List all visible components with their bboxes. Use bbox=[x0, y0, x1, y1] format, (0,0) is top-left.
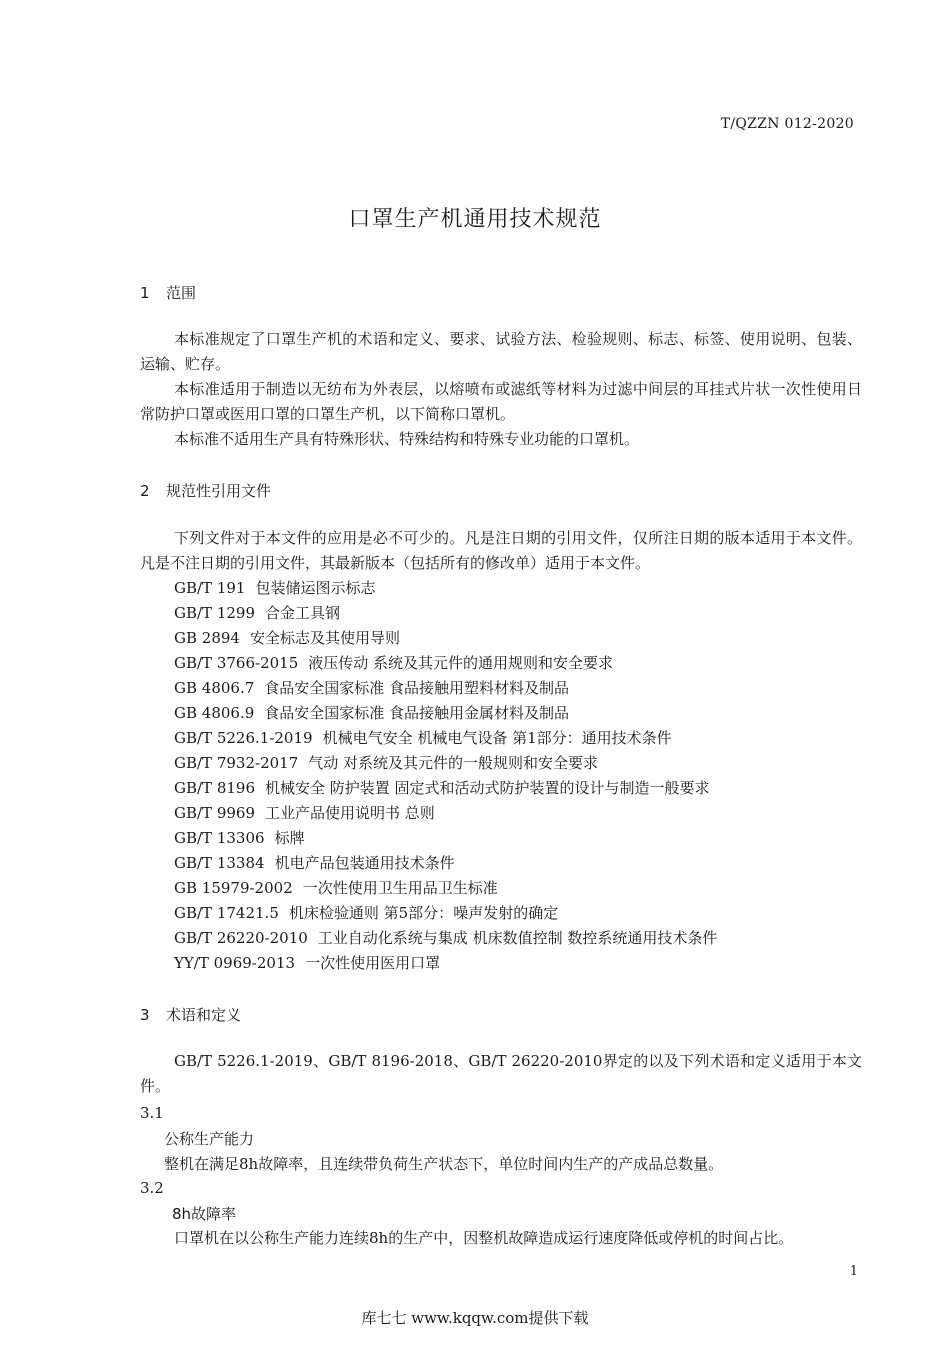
reference-title: 工业自动化系统与集成 机床数值控制 数控系统通用技术条件 bbox=[317, 929, 718, 947]
reference-code: GB/T 8196 bbox=[174, 779, 256, 797]
term-name: 8h故障率 bbox=[172, 1205, 237, 1223]
reference-item bbox=[174, 851, 455, 875]
reference-item bbox=[174, 801, 435, 825]
section-number: 2 bbox=[140, 482, 150, 500]
section-2-heading bbox=[140, 480, 271, 501]
reference-item bbox=[174, 826, 305, 850]
reference-code: GB 4806.7 bbox=[174, 679, 255, 697]
reference-title: 工业产品使用说明书 总则 bbox=[265, 804, 435, 822]
reference-code: GB/T 3766-2015 bbox=[174, 654, 299, 672]
reference-item bbox=[174, 726, 672, 750]
reference-title: 机械电气安全 机械电气设备 第1部分：通用技术条件 bbox=[322, 729, 672, 747]
section-1-paragraph: 本标准适用于制造以无纺布为外表层，以熔喷布或滤纸等材料为过滤中间层的耳挂式片状一次性使用日常防护口罩或医用口罩的口罩生产机，以下简称口罩机。 bbox=[140, 380, 862, 423]
section-1-heading bbox=[140, 282, 196, 303]
reference-item bbox=[174, 701, 569, 725]
term-name: 公称生产能力 bbox=[164, 1130, 255, 1148]
reference-code: GB/T 17421.5 bbox=[174, 904, 279, 922]
reference-title: 气动 对系统及其元件的一般规则和安全要求 bbox=[308, 754, 599, 772]
section-number: 1 bbox=[140, 284, 150, 302]
term-definition: 口罩机在以公称生产能力连续8h的生产中，因整机故障造成运行速度降低或停机的时间占比。 bbox=[174, 1229, 794, 1247]
reference-item bbox=[174, 676, 569, 700]
term-number: 3.1 bbox=[140, 1104, 164, 1122]
section-3-heading bbox=[140, 1004, 241, 1025]
reference-code: GB 4806.9 bbox=[174, 704, 255, 722]
reference-title: 机电产品包装通用技术条件 bbox=[274, 854, 455, 872]
reference-code: GB/T 1299 bbox=[174, 604, 256, 622]
reference-code: GB/T 5226.1-2019 bbox=[174, 729, 313, 747]
reference-code: GB/T 26220-2010 bbox=[174, 929, 308, 947]
reference-title: 一次性使用医用口罩 bbox=[305, 954, 441, 972]
reference-title: 包装储运图示标志 bbox=[255, 579, 376, 597]
reference-item bbox=[174, 951, 440, 975]
section-title: 术语和定义 bbox=[166, 1006, 242, 1024]
section-title: 范围 bbox=[166, 284, 197, 302]
term-definition: 整机在满足8h故障率，且连续带负荷生产状态下，单位时间内生产的产成品总数量。 bbox=[164, 1155, 724, 1173]
document-title: 口罩生产机通用技术规范 bbox=[348, 207, 602, 232]
reference-title: 机床检验通则 第5部分：噪声发射的确定 bbox=[288, 904, 559, 922]
section-1-paragraph: 本标准规定了口罩生产机的术语和定义、要求、试验方法、检验规则、标志、标签、使用说明、包装、运输、贮存。 bbox=[140, 330, 862, 373]
reference-item bbox=[174, 876, 498, 900]
term-number: 3.2 bbox=[140, 1179, 164, 1197]
reference-item bbox=[174, 776, 710, 800]
reference-title: 食品安全国家标准 食品接触用金属材料及制品 bbox=[264, 704, 570, 722]
page-number: 1 bbox=[849, 1264, 858, 1279]
reference-code: GB/T 7932-2017 bbox=[174, 754, 299, 772]
reference-code: GB/T 13384 bbox=[174, 854, 265, 872]
section-1-paragraph: 本标准不适用生产具有特殊形状、特殊结构和特殊专业功能的口罩机。 bbox=[174, 430, 640, 448]
reference-code: GB/T 9969 bbox=[174, 804, 256, 822]
reference-code: GB 2894 bbox=[174, 629, 240, 647]
reference-item bbox=[174, 751, 598, 775]
reference-title: 合金工具钢 bbox=[265, 604, 341, 622]
section-2-intro: 下列文件对于本文件的应用是必不可少的。凡是注日期的引用文件，仅所注日期的版本适用于本文件。凡是不注日期的引用文件，其最新版本（包括所有的修改单）适用于本文件。 bbox=[140, 529, 862, 572]
reference-title: 标牌 bbox=[274, 829, 305, 847]
reference-code: GB/T 13306 bbox=[174, 829, 265, 847]
reference-item bbox=[174, 901, 558, 925]
standard-number: T/QZZN 012-2020 bbox=[720, 116, 854, 132]
reference-item bbox=[174, 651, 613, 675]
reference-title: 食品安全国家标准 食品接触用塑料材料及制品 bbox=[264, 679, 570, 697]
reference-code: YY/T 0969-2013 bbox=[174, 954, 296, 972]
reference-title: 液压传动 系统及其元件的通用规则和安全要求 bbox=[308, 654, 614, 672]
section-number: 3 bbox=[140, 1006, 150, 1024]
reference-item bbox=[174, 601, 340, 625]
download-source-footer: 库七七 www.kqqw.com提供下载 bbox=[361, 1309, 589, 1327]
reference-item bbox=[174, 626, 400, 650]
reference-item bbox=[174, 926, 717, 950]
reference-title: 安全标志及其使用导则 bbox=[249, 629, 400, 647]
reference-code: GB/T 191 bbox=[174, 579, 246, 597]
reference-title: 一次性使用卫生用品卫生标准 bbox=[302, 879, 498, 897]
reference-title: 机械安全 防护装置 固定式和活动式防护装置的设计与制造一般要求 bbox=[265, 779, 710, 797]
section-3-intro: GB/T 5226.1-2019、GB/T 8196-2018、GB/T 26220-2010界定的以及下列术语和定义适用于本文件。 bbox=[140, 1052, 862, 1095]
reference-code: GB 15979-2002 bbox=[174, 879, 293, 897]
section-title: 规范性引用文件 bbox=[166, 482, 272, 500]
reference-item bbox=[174, 576, 375, 600]
